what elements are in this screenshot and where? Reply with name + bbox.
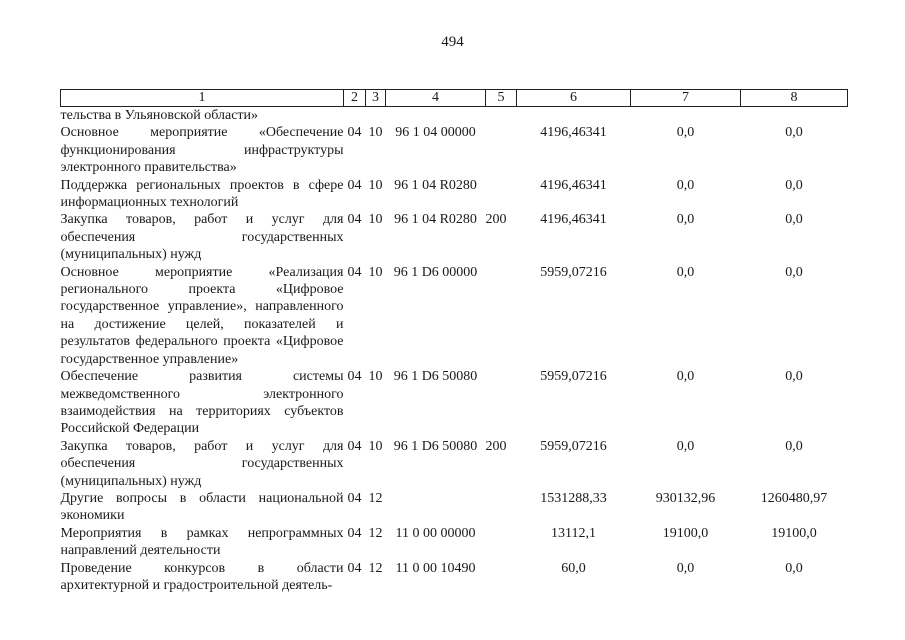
table-row <box>61 124 848 176</box>
row-amount-3 <box>741 107 848 125</box>
table-row <box>61 264 848 368</box>
row-amount-2: 930132,96 <box>655 490 716 506</box>
row-name: Закупка товаров, работ и услуг для обеспечения государственных (муниципальных) нужд <box>60 212 344 263</box>
row-expense-type <box>486 560 517 595</box>
table-row <box>61 490 848 525</box>
row-subsection: 10 <box>368 369 383 385</box>
row-amount-1: 4196,46341 <box>540 125 607 141</box>
budget-table <box>60 89 848 594</box>
column-header: 8 <box>741 90 848 107</box>
row-amount-3: 1260480,97 <box>760 490 828 506</box>
row-amount-1: 5959,07216 <box>540 438 607 454</box>
row-section: 04 <box>347 177 362 193</box>
row-subsection: 10 <box>368 212 383 228</box>
row-target-article: 11 0 00 10490 <box>395 560 476 576</box>
row-amount-3: 19100,0 <box>771 525 817 541</box>
row-amount-3: 0,0 <box>785 438 803 454</box>
row-amount-2: 0,0 <box>676 438 695 454</box>
row-amount-1: 4196,46341 <box>540 177 607 193</box>
row-section: 04 <box>347 212 362 228</box>
row-name: Основное мероприятие «Обеспечение функционирования инфраструктуры электронного правительства» <box>60 125 344 176</box>
table-row <box>61 560 848 595</box>
row-expense-type: 200 <box>485 438 507 454</box>
row-amount-3: 0,0 <box>785 125 803 141</box>
column-header: 2 <box>344 90 366 107</box>
row-expense-type <box>486 124 517 176</box>
row-subsection: 10 <box>368 125 383 141</box>
row-amount-3: 0,0 <box>785 177 803 193</box>
row-section: 04 <box>347 560 362 576</box>
row-amount-1: 60,0 <box>561 560 586 576</box>
row-amount-2 <box>631 107 741 125</box>
row-amount-2: 0,0 <box>676 125 695 141</box>
table-row <box>61 438 848 490</box>
row-subsection: 12 <box>368 560 383 576</box>
row-name: тельства в Ульяновской области» <box>60 108 259 123</box>
row-amount-1 <box>517 107 631 125</box>
column-header: 1 <box>61 90 344 107</box>
row-subsection: 12 <box>368 490 383 506</box>
row-amount-2: 19100,0 <box>662 525 709 541</box>
column-header: 7 <box>631 90 741 107</box>
row-subsection: 10 <box>368 177 383 193</box>
row-section: 04 <box>347 490 362 506</box>
row-target-article <box>386 107 486 125</box>
row-target-article: 96 1 D6 00000 <box>393 264 478 280</box>
row-subsection <box>366 107 386 125</box>
row-amount-1: 5959,07216 <box>540 369 607 385</box>
row-name: Закупка товаров, работ и услуг для обеспечения государственных (муниципальных) нужд <box>60 438 344 489</box>
row-expense-type <box>486 107 517 125</box>
row-section: 04 <box>347 125 362 141</box>
row-amount-1: 4196,46341 <box>540 212 607 228</box>
row-section: 04 <box>347 264 362 280</box>
row-amount-1: 13112,1 <box>551 525 596 541</box>
row-amount-3: 0,0 <box>785 264 803 280</box>
row-name: Основное мероприятие «Реализация регионального проекта «Цифровое государственное управление», направленного на достижение целей, показателей и результатов федерального проекта «Цифровое государственное управление» <box>60 264 344 367</box>
table-row <box>61 177 848 212</box>
row-amount-1: 5959,07216 <box>540 264 607 280</box>
row-amount-2: 0,0 <box>676 212 695 228</box>
row-section: 04 <box>347 369 362 385</box>
row-amount-3: 0,0 <box>785 369 803 385</box>
row-amount-2: 0,0 <box>676 560 695 576</box>
row-section <box>344 107 366 125</box>
row-expense-type <box>486 368 517 438</box>
column-header: 5 <box>486 90 517 107</box>
row-name: Поддержка региональных проектов в сфере информационных технологий <box>60 177 344 211</box>
row-section: 04 <box>347 525 362 541</box>
column-header: 3 <box>366 90 386 107</box>
row-target-article: 96 1 04 00000 <box>395 125 476 141</box>
row-subsection: 10 <box>368 438 383 454</box>
column-header: 4 <box>386 90 486 107</box>
row-expense-type <box>486 264 517 368</box>
row-target-article <box>386 490 486 525</box>
page-number: 494 <box>441 34 464 50</box>
table-row <box>61 525 848 560</box>
row-target-article: 11 0 00 00000 <box>395 525 476 541</box>
row-amount-2: 0,0 <box>676 369 695 385</box>
row-target-article: 96 1 D6 50080 <box>393 438 478 454</box>
row-subsection: 12 <box>368 525 383 541</box>
row-expense-type <box>486 490 517 525</box>
row-amount-1: 1531288,33 <box>540 490 607 506</box>
row-amount-2: 0,0 <box>676 177 695 193</box>
table-header-row <box>61 90 848 107</box>
row-target-article: 96 1 D6 50080 <box>393 369 478 385</box>
row-amount-2: 0,0 <box>676 264 695 280</box>
row-name: Другие вопросы в области национальной экономики <box>60 490 344 524</box>
row-name: Мероприятия в рамках непрограммных направлений деятельности <box>60 525 344 559</box>
column-header: 6 <box>517 90 631 107</box>
row-amount-3: 0,0 <box>785 212 803 228</box>
row-target-article: 96 1 04 R0280 <box>394 177 477 193</box>
table-row <box>61 107 848 125</box>
row-expense-type <box>486 177 517 212</box>
row-section: 04 <box>347 438 362 454</box>
row-target-article: 96 1 04 R0280 <box>394 212 477 228</box>
row-subsection: 10 <box>368 264 383 280</box>
row-amount-3: 0,0 <box>785 560 803 576</box>
row-expense-type: 200 <box>485 212 507 228</box>
row-expense-type <box>486 525 517 560</box>
table-row <box>61 368 848 438</box>
row-name: Обеспечение развития системы межведомственного электронного взаимодействия на территориях субъектов Российской Федерации <box>60 369 344 437</box>
table-row <box>61 211 848 263</box>
row-name: Проведение конкурсов в области архитектурной и градостроительной деятель- <box>60 560 344 593</box>
